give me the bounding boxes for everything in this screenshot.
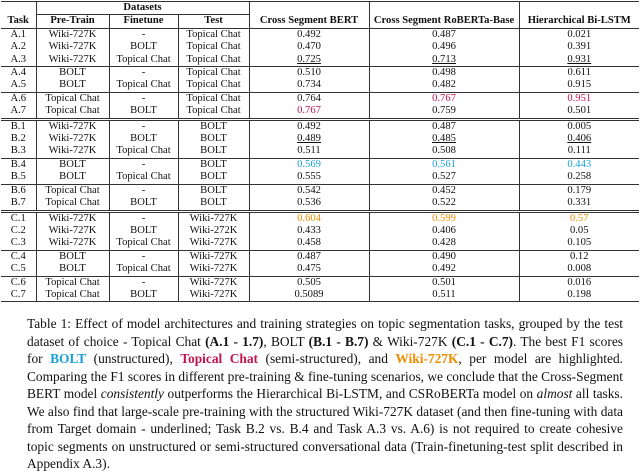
cell-task: A.2: [1, 41, 36, 53]
datasets-group-header: Datasets: [36, 2, 249, 15]
cell-roberta: 0.496: [369, 41, 519, 53]
cell-bert: 0.487: [249, 250, 369, 263]
cell-finetune: -: [109, 250, 178, 263]
cell-pretrain: Wiki-727K: [36, 133, 109, 145]
cell-task: A.5: [1, 79, 36, 92]
cell-task: B.5: [1, 171, 36, 184]
cell-task: C.7: [1, 289, 36, 302]
table-row: [1, 158, 639, 171]
cell-bert: 0.475: [249, 263, 369, 276]
cell-lstm: 0.57: [519, 211, 639, 225]
cell-finetune: -: [109, 92, 178, 105]
cell-pretrain: Topical Chat: [36, 276, 109, 289]
table-row: [1, 133, 639, 145]
cell-pretrain: Wiki-727K: [36, 211, 109, 225]
cell-lstm: 0.931: [567, 53, 592, 65]
cell-task: C.6: [1, 276, 36, 289]
caption-text: (semi-structured), and: [258, 351, 396, 366]
cell-pretrain: BOLT: [36, 79, 109, 92]
cell-roberta: 0.485: [369, 133, 519, 145]
cell-lstm: 0.016: [519, 276, 639, 289]
caption-text: , per model are highlighted. Comparing the F1 scores in different pre-training & fine-tuning scenarios, we conclude that the Cross-Segment BERT model: [27, 351, 624, 401]
cell-pretrain: Topical Chat: [36, 105, 109, 119]
caption-range-c: (C.1 - C.7): [451, 333, 513, 349]
table-row: [1, 105, 639, 119]
table-row: [1, 41, 639, 53]
cell-pretrain: BOLT: [36, 263, 109, 276]
table-row: [1, 289, 639, 302]
cell-finetune: -: [109, 211, 178, 225]
cell-pretrain: Wiki-727K: [36, 119, 109, 133]
cell-test: BOLT: [178, 197, 249, 211]
cell-pretrain: BOLT: [36, 171, 109, 184]
cell-test: Wiki-727K: [178, 276, 249, 289]
caption-range-a: (A.1 - 1.7): [205, 333, 264, 349]
cell-bert: 0.505: [249, 276, 369, 289]
cell-test: Topical Chat: [178, 67, 249, 80]
table-row: [1, 67, 639, 80]
cell-pretrain: Wiki-727K: [36, 145, 109, 158]
cell-finetune: Topical Chat: [109, 171, 178, 184]
cell-task: C.2: [1, 225, 36, 237]
cell-lstm: 0.915: [567, 79, 592, 91]
cell-pretrain: BOLT: [36, 250, 109, 263]
cell-task: A.3: [1, 54, 36, 67]
col-header-test: Test: [178, 15, 249, 28]
cell-pretrain: Topical Chat: [36, 184, 109, 197]
caption-emphasis-consistently: consistently: [100, 386, 164, 401]
caption-text: outperforms the Hierarchical Bi-LSTM, and CSRoBERTa model on: [163, 386, 537, 401]
cell-lstm: 0.501: [567, 105, 592, 117]
cell-bert: 0.511: [249, 145, 369, 158]
cell-finetune: BOLT: [109, 289, 178, 302]
cell-pretrain: Wiki-727K: [36, 237, 109, 250]
table-body: [1, 28, 639, 302]
cell-pretrain: Wiki-727K: [36, 28, 109, 41]
cell-test: Wiki-727K: [178, 263, 249, 276]
cell-bert: 0.555: [249, 171, 369, 184]
cell-bert: 0.489: [249, 133, 369, 145]
cell-bert: 0.569: [249, 158, 369, 171]
table-row: [1, 225, 639, 237]
cell-lstm: 0.021: [519, 28, 639, 41]
cell-bert: 0.492: [249, 28, 369, 41]
cell-finetune: BOLT: [109, 133, 178, 145]
cell-task: B.6: [1, 184, 36, 197]
caption-text: all tasks. We also find that large-scale pre-training with the structured Wiki-727K dataset (and then fine-tuning with data from Target domain - underlined; Task B.2 vs. B.4 and Task A.3 vs. A.6) is not required to create cohesive topic segments on unstructured or semi-structured conversational data (Train-finetuning-test split described in Appendix A.3).: [27, 386, 623, 471]
cell-roberta: 0.561: [369, 158, 519, 171]
cell-finetune: -: [109, 67, 178, 80]
cell-roberta: 0.487: [369, 119, 519, 133]
col-header-finetune: Finetune: [109, 15, 178, 28]
column-header-row: [1, 15, 639, 28]
cell-bert: 0.433: [249, 225, 369, 237]
cell-pretrain: BOLT: [36, 158, 109, 171]
caption-text: , BOLT: [263, 333, 309, 349]
cell-lstm: 0.05: [569, 224, 589, 236]
cell-bert: 0.536: [249, 197, 369, 211]
cell-bert: 0.5089: [249, 289, 369, 302]
cell-test: BOLT: [178, 184, 249, 197]
cell-test: Wiki-727K: [178, 289, 249, 302]
table-row: [1, 92, 639, 105]
cell-finetune: -: [109, 184, 178, 197]
cell-test: BOLT: [178, 119, 249, 133]
caption-key-wiki: Wiki-727K: [395, 351, 459, 366]
caption-key-topical-chat: Topical Chat: [180, 351, 259, 366]
cell-finetune: BOLT: [109, 197, 178, 211]
cell-lstm: 0.005: [519, 119, 639, 133]
table-row: [1, 197, 639, 211]
cell-test: Topical Chat: [178, 54, 249, 67]
cell-roberta: 0.508: [369, 145, 519, 158]
cell-lstm: 0.951: [519, 92, 639, 105]
table-caption: [27, 315, 623, 473]
cell-pretrain: Topical Chat: [36, 92, 109, 105]
cell-finetune: BOLT: [109, 105, 178, 119]
col-header-task: Task: [1, 15, 36, 28]
cell-bert: 0.767: [249, 105, 369, 119]
cell-task: B.4: [1, 158, 36, 171]
col-header-lstm: Hierarchical Bi-LSTM: [527, 15, 631, 27]
cell-task: A.1: [1, 28, 36, 41]
cell-pretrain: BOLT: [36, 67, 109, 80]
cell-finetune: BOLT: [109, 225, 178, 237]
cell-bert: 0.542: [249, 184, 369, 197]
cell-test: BOLT: [178, 145, 249, 158]
cell-roberta: 0.490: [369, 250, 519, 263]
cell-bert: 0.604: [249, 211, 369, 225]
cell-roberta: 0.406: [369, 225, 519, 237]
cell-test: Topical Chat: [178, 105, 249, 119]
cell-test: Topical Chat: [178, 79, 249, 92]
cell-test: Wiki-727K: [178, 237, 249, 250]
cell-lstm: 0.611: [519, 67, 639, 80]
cell-task: C.4: [1, 250, 36, 263]
cell-pretrain: Topical Chat: [36, 197, 109, 211]
cell-bert: 0.725: [249, 54, 369, 67]
cell-roberta: 0.428: [369, 237, 519, 250]
cell-bert: 0.734: [249, 79, 369, 92]
cell-pretrain: Wiki-727K: [36, 225, 109, 237]
table-row: [1, 79, 639, 92]
cell-task: A.6: [1, 92, 36, 105]
cell-roberta: 0.498: [369, 67, 519, 80]
cell-task: C.1: [1, 211, 36, 225]
cell-lstm: 0.331: [567, 197, 592, 209]
table-row: [1, 211, 639, 225]
cell-finetune: Topical Chat: [109, 54, 178, 67]
results-table: [1, 1, 639, 302]
cell-bert: 0.764: [249, 92, 369, 105]
table-row: [1, 237, 639, 250]
cell-lstm: 0.008: [567, 263, 592, 275]
cell-bert: 0.458: [249, 237, 369, 250]
cell-roberta: 0.511: [369, 289, 519, 302]
caption-text: . The best F1 scores for: [27, 333, 623, 366]
caption-emphasis-almost: almost: [536, 386, 573, 401]
col-header-pretrain: Pre-Train: [36, 15, 109, 28]
cell-bert: 0.510: [249, 67, 369, 80]
cell-test: Wiki-727K: [178, 250, 249, 263]
cell-roberta: 0.492: [369, 263, 519, 276]
table-row: [1, 28, 639, 41]
table-row: [1, 276, 639, 289]
cell-roberta: 0.767: [369, 92, 519, 105]
caption-key-bolt: BOLT: [50, 351, 87, 366]
cell-lstm: 0.258: [567, 171, 592, 183]
cell-lstm: 0.179: [519, 184, 639, 197]
cell-test: BOLT: [178, 158, 249, 171]
cell-task: A.4: [1, 67, 36, 80]
cell-roberta: 0.522: [369, 197, 519, 211]
table-row: [1, 250, 639, 263]
cell-finetune: -: [109, 119, 178, 133]
cell-test: BOLT: [178, 133, 249, 145]
cell-finetune: -: [109, 28, 178, 41]
cell-roberta: 0.599: [369, 211, 519, 225]
cell-task: B.3: [1, 145, 36, 158]
caption-range-b: (B.1 - B.7): [308, 333, 369, 349]
cell-roberta: 0.527: [369, 171, 519, 184]
cell-test: Topical Chat: [178, 28, 249, 41]
cell-pretrain: Topical Chat: [36, 289, 109, 302]
cell-roberta: 0.713: [369, 54, 519, 67]
cell-lstm: 0.391: [567, 41, 592, 53]
cell-pretrain: Wiki-727K: [36, 54, 109, 67]
cell-task: B.7: [1, 197, 36, 211]
table-row: [1, 119, 639, 133]
cell-pretrain: Wiki-727K: [36, 41, 109, 53]
cell-finetune: Topical Chat: [109, 237, 178, 250]
cell-roberta: 0.452: [369, 184, 519, 197]
cell-lstm: 0.198: [519, 289, 639, 302]
cell-task: C.5: [1, 263, 36, 276]
cell-test: BOLT: [178, 171, 249, 184]
cell-roberta: 0.482: [369, 79, 519, 92]
caption-text: & Wiki-727K: [368, 333, 452, 349]
table-row: [1, 145, 639, 158]
col-header-roberta: Cross Segment RoBERTa-Base: [369, 15, 519, 28]
cell-task: B.1: [1, 119, 36, 133]
cell-test: Topical Chat: [178, 92, 249, 105]
cell-test: Wiki-272K: [178, 225, 249, 237]
cell-lstm: 0.105: [567, 237, 592, 249]
cell-task: A.7: [1, 105, 36, 119]
cell-bert: 0.470: [249, 41, 369, 53]
caption-text: (unstructured),: [86, 351, 181, 366]
table-row: [1, 171, 639, 184]
cell-task: C.3: [1, 237, 36, 250]
table-row: [1, 263, 639, 276]
caption-text: Table 1: Effect of model architectures and training strategies on topic segmentation tasks, grouped by the test dataset of choice - Topical Chat: [27, 316, 623, 349]
cell-finetune: Topical Chat: [109, 79, 178, 92]
cell-bert: 0.492: [249, 119, 369, 133]
table-row: [1, 184, 639, 197]
cell-finetune: -: [109, 158, 178, 171]
cell-lstm: 0.443: [519, 158, 639, 171]
cell-roberta: 0.501: [369, 276, 519, 289]
cell-test: Wiki-727K: [178, 211, 249, 225]
cell-lstm: 0.12: [519, 250, 639, 263]
col-header-bert: Cross Segment BERT: [249, 15, 369, 28]
cell-finetune: -: [109, 276, 178, 289]
cell-finetune: Topical Chat: [109, 145, 178, 158]
cell-task: B.2: [1, 133, 36, 145]
cell-finetune: Topical Chat: [109, 263, 178, 276]
cell-roberta: 0.487: [369, 28, 519, 41]
cell-test: Topical Chat: [178, 41, 249, 53]
cell-finetune: BOLT: [109, 41, 178, 53]
cell-lstm: 0.406: [567, 133, 592, 145]
group-header-row: [1, 2, 639, 15]
cell-roberta: 0.759: [369, 105, 519, 119]
cell-lstm: 0.111: [567, 145, 591, 157]
table-row: [1, 54, 639, 67]
